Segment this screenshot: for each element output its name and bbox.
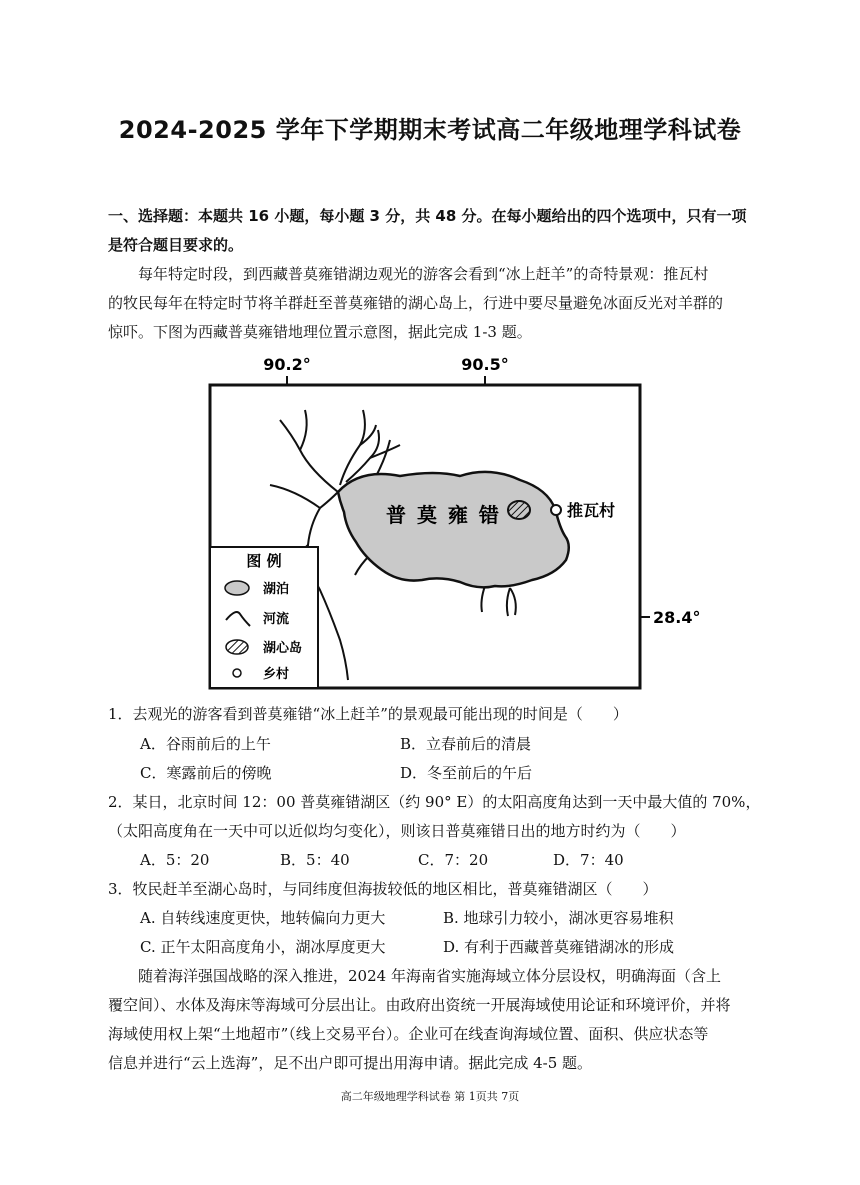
island-legend-icon	[226, 640, 248, 654]
question-3-stem: 3．牧民赶羊至湖心岛时，与同纬度但海拔较低的地区相比，普莫雍错湖区（ ）	[108, 880, 658, 898]
question-2-option-a: A．5：20	[140, 851, 210, 869]
exam-title: 2024-2025 学年下学期期末考试高二年级地理学科试卷	[118, 116, 742, 144]
question-2-option-b: B．5：40	[280, 851, 350, 869]
village-legend-icon	[233, 669, 241, 677]
question-2-option-c: C．7：20	[418, 851, 489, 869]
question-1-option-c: C．寒露前后的傍晚	[140, 764, 272, 782]
question-3-option-a: A. 自转线速度更快，地转偏向力更大	[140, 909, 386, 927]
question-1-option-a: A．谷雨前后的上午	[140, 735, 271, 753]
legend-island: 湖心岛	[263, 641, 303, 656]
passage-line: 覆空间）、水体及海床等海域可分层出让。由政府出资统一开展海域使用论证和环境评价，并将	[108, 996, 731, 1014]
section-heading-line: 是符合题目要求的。	[108, 236, 244, 254]
question-3-option-c: C. 正午太阳高度角小，湖冰厚度更大	[140, 938, 386, 956]
question-3-option-b: B. 地球引力较小，湖冰更容易堆积	[443, 909, 674, 927]
legend-lake: 湖泊	[263, 582, 290, 597]
village-marker	[551, 505, 561, 515]
village-label: 推瓦村	[567, 501, 616, 520]
passage-1	[108, 260, 758, 347]
lake-name: 普 莫 雍 错	[386, 503, 501, 527]
question-2-stem-line1: 2．某日，北京时间 12：00 普莫雍错湖区（约 90° E）的太阳高度角达到一天中最大值的 70%，	[108, 793, 761, 811]
passage-line: 随着海洋强国战略的深入推进，2024 年海南省实施海域立体分层设权，明确海面（含上	[138, 967, 721, 985]
lake-island	[508, 501, 530, 519]
map-legend	[210, 547, 318, 688]
longitude-label-90-2: 90.2°	[263, 355, 311, 374]
legend-title: 图 例	[246, 552, 282, 570]
legend-river: 河流	[263, 612, 290, 627]
question-1-option-b: B．立春前后的清晨	[400, 735, 532, 753]
passage-line: 的牧民每年在特定时节将羊群赶至普莫雍错的湖心岛上，行进中要尽量避免冰面反光对羊群的	[108, 294, 724, 312]
question-3-option-d: D. 有利于西藏普莫雍错湖冰的形成	[443, 938, 675, 956]
latitude-label: 28.4°	[653, 608, 701, 627]
passage-line: 惊吓。下图为西藏普莫雍错地理位置示意图，据此完成 1-3 题。	[108, 323, 532, 341]
question-2-stem-line2: （太阳高度角在一天中可以近似均匀变化），则该日普莫雍错日出的地方时约为（ ）	[108, 822, 686, 840]
lake-location-map	[160, 350, 701, 690]
question-1-option-d: D．冬至前后的午后	[400, 764, 533, 782]
passage-line: 每年特定时段，到西藏普莫雍错湖边观光的游客会看到“冰上赶羊”的奇特景观：推瓦村	[138, 265, 709, 283]
question-2-option-d: D．7：40	[553, 851, 624, 869]
question-1-stem: 1．去观光的游客看到普莫雍错“冰上赶羊”的景观最可能出现的时间是（ ）	[108, 705, 628, 723]
legend-village: 乡村	[263, 667, 290, 682]
lake-legend-icon	[225, 581, 249, 595]
page-footer: 高二年级地理学科试卷 第 1页共 7页	[340, 1090, 520, 1103]
section-heading-line: 一、选择题：本题共 16 小题，每小题 3 分，共 48 分。在每小题给出的四个选项中，只有一项	[108, 207, 747, 225]
passage-2	[108, 962, 758, 1078]
passage-line: 海域使用权上架“土地超市”（线上交易平台）。企业可在线查询海域位置、面积、供应状态等	[108, 1025, 709, 1043]
section-heading	[108, 202, 758, 260]
longitude-label-90-5: 90.5°	[461, 355, 509, 374]
passage-line: 信息并进行“云上选海”，足不出户即可提出用海申请。据此完成 4-5 题。	[108, 1054, 593, 1072]
